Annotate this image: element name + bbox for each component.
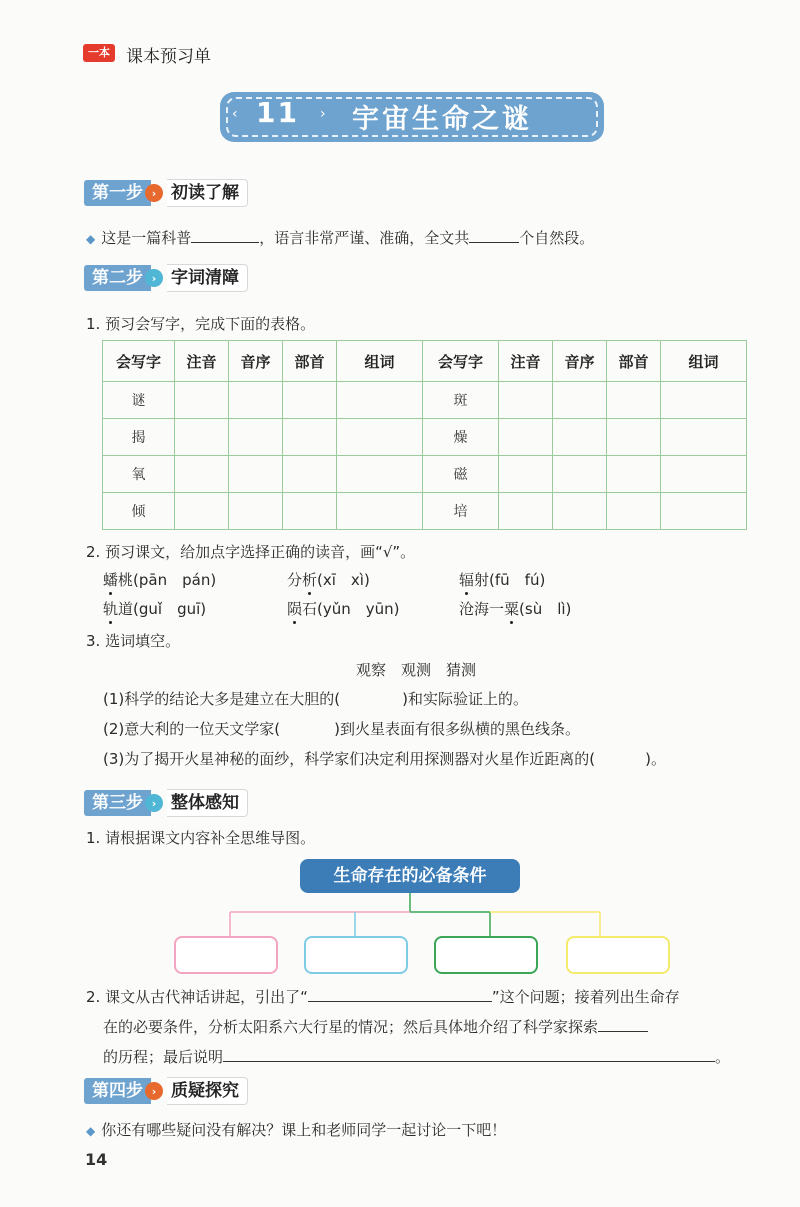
brand-logo: 一本 <box>83 44 115 62</box>
pinyin-item[interactable]: 辐射(fū fú) <box>459 571 546 589</box>
fill-item: (1)科学的结论大多是建立在大胆的( )和实际验证上的。 <box>103 690 528 708</box>
mindmap-box-3[interactable] <box>434 936 538 974</box>
mindmap-title: 生命存在的必备条件 <box>300 859 520 893</box>
pinyin-item[interactable]: 蟠桃(pān pán) <box>103 571 217 589</box>
table-char: 磁 <box>423 456 499 493</box>
arrow-right-icon: › <box>145 794 163 812</box>
lesson-title: 宇宙生命之谜 <box>352 104 532 135</box>
table-header: 注音 <box>175 341 229 382</box>
page-number: 14 <box>85 1150 108 1169</box>
diamond-bullet-icon: ◆ <box>86 232 96 246</box>
table-char: 倾 <box>103 493 175 530</box>
step-1-question: ◆ 这是一篇科普 ，语言非常严谨、准确，全文共 个自然段。 <box>86 229 595 247</box>
answer-blank[interactable] <box>308 987 492 1002</box>
word-choices: 观察 观测 猜测 <box>356 661 477 679</box>
step-3-q2-line1: 2. 课文从古代神话讲起，引出了“ ”这个问题；接着列出生命存 <box>86 988 680 1006</box>
decor-dots-icon: › <box>320 106 326 122</box>
step-3-q1: 1. 请根据课文内容补全思维导图。 <box>86 829 316 847</box>
pinyin-item[interactable]: 轨道(guǐ guī) <box>103 600 207 618</box>
decor-dots-icon: ‹ <box>232 106 238 122</box>
table-char: 揭 <box>103 419 175 456</box>
table-header: 组词 <box>661 341 747 382</box>
pinyin-item[interactable]: 沧海一粟(sù lì) <box>459 600 572 618</box>
step-4-label: 第四步 <box>84 1078 151 1104</box>
fill-item: (2)意大利的一位天文学家( )到火星表面有很多纵横的黑色线条。 <box>103 720 580 738</box>
table-header: 音序 <box>229 341 283 382</box>
table-char: 谜 <box>103 382 175 419</box>
pinyin-item[interactable]: 分析(xī xì) <box>287 571 370 589</box>
table-header: 部首 <box>283 341 337 382</box>
step-2-q3: 3. 选词填空。 <box>86 632 181 650</box>
arrow-right-icon: › <box>145 1082 163 1100</box>
step-4-question: ◆ 你还有哪些疑问没有解决？课上和老师同学一起讨论一下吧！ <box>86 1121 507 1139</box>
step-1-label: 第一步 <box>84 180 151 206</box>
table-char: 斑 <box>423 382 499 419</box>
step-3-label: 第三步 <box>84 790 151 816</box>
mindmap-box-4[interactable] <box>566 936 670 974</box>
lesson-number: 11 <box>256 96 299 129</box>
step-3-q2-line3: 的历程；最后说明 。 <box>103 1048 731 1066</box>
section-label: 课本预习单 <box>126 47 211 67</box>
pinyin-item[interactable]: 陨石(yǔn yūn) <box>287 600 400 618</box>
step-4-header <box>84 1077 248 1105</box>
diamond-bullet-icon: ◆ <box>86 1124 96 1138</box>
table-char: 氧 <box>103 456 175 493</box>
table-header: 注音 <box>499 341 553 382</box>
arrow-right-icon: › <box>145 269 163 287</box>
table-header: 会写字 <box>103 341 175 382</box>
table-header: 会写字 <box>423 341 499 382</box>
step-2-label: 第二步 <box>84 265 151 291</box>
answer-blank[interactable] <box>223 1047 715 1062</box>
answer-blank[interactable] <box>598 1017 648 1032</box>
table-header: 部首 <box>607 341 661 382</box>
table-char: 燥 <box>423 419 499 456</box>
table-header: 音序 <box>553 341 607 382</box>
step-2-q2: 2. 预习课文，给加点字选择正确的读音，画“√”。 <box>86 543 416 561</box>
table-char: 培 <box>423 493 499 530</box>
table-header: 组词 <box>337 341 423 382</box>
arrow-right-icon: › <box>145 184 163 202</box>
step-3-name: 整体感知 <box>167 789 248 817</box>
fill-item: (3)为了揭开火星神秘的面纱，科学家们决定利用探测器对火星作近距离的( )。 <box>103 750 666 768</box>
step-3-q2-line2: 在的必要条件，分析太阳系六大行星的情况；然后具体地介绍了科学家探索 <box>103 1016 648 1037</box>
step-2-q1: 1. 预习会写字，完成下面的表格。 <box>86 315 316 333</box>
mindmap-box-2[interactable] <box>304 936 408 974</box>
step-2-name: 字词清障 <box>167 264 248 292</box>
step-4-name: 质疑探究 <box>167 1077 248 1105</box>
mindmap-box-1[interactable] <box>174 936 278 974</box>
step-1-name: 初读了解 <box>167 179 248 207</box>
